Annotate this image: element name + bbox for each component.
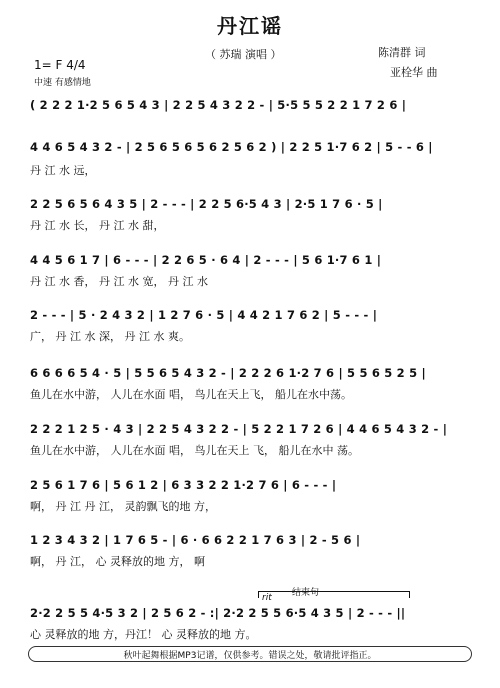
key-signature: 1= F 4/4 [34, 58, 86, 72]
staff-row-10 [30, 606, 470, 641]
lyrics: 鱼儿在水中游， 人儿在水面 唱， 鸟儿在天上飞， 船儿在水中荡。 [30, 388, 352, 401]
notes: 4 4 6 5 4 3 2 - | 2 5 6 5 6 5 6 2 5 6 2 ) | 2 2 5 1·7 6 2 | 5 - - 6 | [30, 140, 433, 154]
lyrics: 心 灵释放的地 方，丹江！ 心 灵释放的地 方。 [30, 628, 257, 641]
notes: ( 2 2 2 1·2 5 6 5 4 3 | 2 2 5 4 3 2 2 - | 5·5 5 5 2 2 1 7 2 6 | [30, 98, 407, 112]
notes: 2 2 5 6 5 6 4 3 5 | 2 - - - | 2 2 5 6·5 4 3 | 2·5 1 7 6 · 5 | [30, 197, 383, 211]
notes: 2 2 2 1 2 5 · 4 3 | 2 2 5 4 3 2 2 - | 5 2 2 1 7 2 6 | 4 4 6 5 4 3 2 - | [30, 422, 448, 436]
song-title: 丹江谣 [217, 14, 283, 38]
notes: 2 - - - | 5 · 2 4 3 2 | 1 2 7 6 · 5 | 4 4 2 1 7 6 2 | 5 - - - | [30, 308, 378, 322]
footnote: 秋叶起舞根据MP3记谱，仅供参考。错误之处，敬请批评指正。 [123, 651, 377, 661]
tempo-marking: 中速 有感情地 [34, 78, 91, 88]
lyrics: 丹 江 水 长， 丹 江 水 甜， [30, 219, 165, 232]
notes: 2 5 6 1 7 6 | 5 6 1 2 | 6 3 3 2 2 1·2 7 6 | 6 - - - | [30, 478, 337, 492]
staff-row-6 [30, 366, 470, 401]
composer-credit: 亚栓华 曲 [390, 66, 438, 79]
ending-label: 结束句 [292, 588, 320, 598]
ending-bracket [258, 591, 410, 598]
staff-row-8 [30, 478, 470, 513]
singer-credit: （ 苏瑞 演唱 ） [205, 48, 282, 61]
staff-row-2 [30, 140, 470, 177]
lyrics: 鱼儿在水中游， 人儿在水面 唱， 鸟儿在天上 飞， 船儿在水中 荡。 [30, 444, 359, 457]
staff-row-7 [30, 422, 470, 457]
lyrics: 丹 江 水 远， [30, 164, 96, 177]
lyrics: 丹 江 水 香， 丹 江 水 宽， 丹 江 水 [30, 275, 208, 288]
notes: 2·2 2 5 5 4·5 3 2 | 2 5 6 2 - :| 2·2 2 5 5 6·5 4 3 5 | 2 - - - || [30, 606, 406, 620]
staff-row-3 [30, 197, 470, 232]
rit-marking: rit [262, 593, 272, 603]
notes: 6 6 6 6 5 4 · 5 | 5 5 6 5 4 3 2 - | 2 2 2 6 1·2 7 6 | 5 5 6 5 2 5 | [30, 366, 426, 380]
staff-row-4 [30, 253, 470, 288]
staff-row-5 [30, 308, 470, 343]
lyrics: 广， 丹 江 水 深， 丹 江 水 爽。 [30, 330, 190, 343]
notes: 4 4 5 6 1 7 | 6 - - - | 2 2 6 5 · 6 4 | 2 - - - | 5 6 1·7 6 1 | [30, 253, 382, 267]
lyrics: 啊， 丹 江 丹 江， 灵韵飘飞的地 方， [30, 500, 216, 513]
notes: 1 2 3 4 3 2 | 1 7 6 5 - | 6 · 6 6 2 2 1 7 6 3 | 2 - 5 6 | [30, 533, 361, 547]
lyrics: 啊， 丹 江， 心 灵释放的地 方， 啊 [30, 555, 205, 568]
lyricist-credit: 陈清群 词 [378, 46, 426, 59]
staff-row-9 [30, 533, 470, 568]
staff-row-1 [30, 98, 470, 116]
